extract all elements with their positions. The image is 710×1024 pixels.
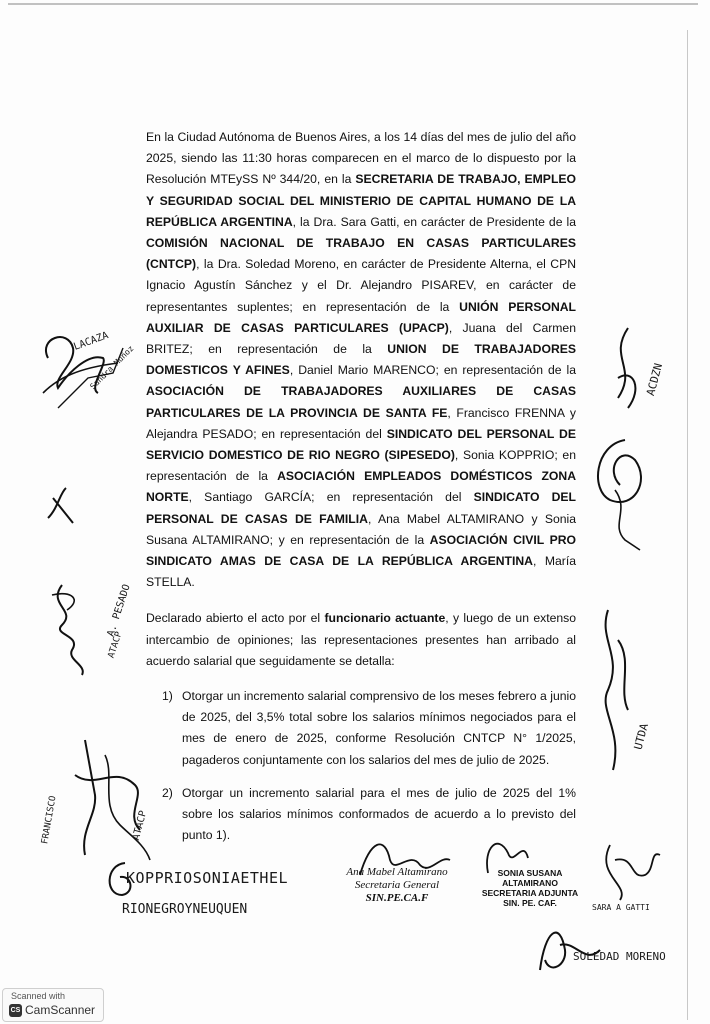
watermark-brand: CamScanner: [25, 1003, 96, 1017]
signature-left-upper: [28, 318, 138, 433]
signature-right-upper: [598, 318, 688, 443]
stamp-ana-name: Ana Mabel Altamirano: [346, 866, 448, 878]
opening-paragraph: En la Ciudad Autónoma de Buenos Aires, a los 14 días del mes de julio del año 2025, siendo las 11:30 horas comparecen en el marco de lo dispuesto por la Resolución MTEySS Nº 344/20, en la SECRETARIA DE TRABAJO, EMPLEO Y SEGURIDAD SOCIAL DEL MINISTERIO DE CAPITAL HUMANO DE LA REPÚBLICA ARGENTINA, la Dra. Sara Gatti, en carácter de Presidente de la COMISIÓN NACIONAL DE TRABAJO EN CASAS PARTICULARES (CNTCP), la Dra. Soledad Moreno, en carácter de Presidente Alterna, el CPN Ignacio Agustín Sánchez y el Dr. Alejandro PISAREV, en carácter de representantes suplentes; en representación de la UNIÓN PERSONAL AUXILIAR DE CASAS PARTICULARES (UPACP), Juana del Carmen BRITEZ; en representación de la UNION DE TRABAJADORES DOMESTICOS Y AFINES, Daniel Mario MARENCO; en representación de la ASOCIACIÓN DE TRABAJADORES AUXILIARES DE CASAS PARTICULARES DE LA PROVINCIA DE SANTA FE, Francisco FRENNA y Alejandra PESADO; en representación del SINDICATO DEL PERSONAL DE SERVICIO DOMESTICO DE RIO NEGRO (SIPESEDO), Sonia KOPPRIO; en representación de la ASOCIACIÓN EMPLEADOS DOMÉSTICOS ZONA NORTE, Santiago GARCÍA; en representación del SINDICATO DEL PERSONAL DE CASAS DE FAMILIA, Ana Mabel ALTAMIRANO y Sonia Susana ALTAMIRANO; y en representación de la ASOCIACIÓN CIVIL PRO SINDICATO AMAS DE CASA DE LA REPÚBLICA ARGENTINA, María STELLA.: [146, 130, 577, 590]
stamp-sonia-role: SECRETARIA ADJUNTA: [481, 888, 579, 898]
signature-right-middle: [588, 600, 678, 805]
stamp-sonia-name: SONIA SUSANA ALTAMIRANO: [497, 868, 563, 888]
stamp-sonia-altamirano: [470, 868, 590, 908]
scan-edge-top: [8, 3, 698, 5]
scan-edge-right: [687, 30, 688, 1020]
camscanner-watermark: [2, 988, 104, 1022]
handwritten-sandra: Sandra Muñoz: [88, 343, 136, 392]
signature-soledad-moreno: [525, 910, 675, 990]
item-text: Otorgar un incremento salarial comprensivo de los meses febrero a junio de 2025, del 3,5% total sobre los salarios mínimos negociados para el mes de enero de 2025, conforme Resolución CNTCP N° 1/2025, pagaderos conjuntamente con los salarios del mes de julio de 2025.: [182, 689, 576, 767]
signature-left-middle: [42, 565, 132, 690]
handwritten-kopprio: KOPPRIOSONIAETHEL: [126, 869, 289, 887]
handwritten-sara: SARA A GATTI: [592, 903, 650, 912]
stamp-ana-org: SIN.PE.CA.F: [365, 892, 429, 904]
watermark-label: Scanned with: [11, 991, 66, 1001]
list-item: [146, 686, 576, 771]
handwritten-soledad: SOLEDAD MORENO: [573, 950, 666, 963]
item-text: Otorgar un incremento salarial para el mes de julio de 2025 del 1% sobre los salarios mínimos conformados de acuerdo a lo previsto del punto 1).: [182, 785, 576, 843]
signature-right-circle: [580, 430, 670, 565]
signature-kopprio: [100, 855, 289, 917]
handwritten-rionegro: RIONEGROYNEUQUEN: [122, 902, 248, 917]
handwritten-pesado: A. PESADO: [105, 583, 133, 638]
second-paragraph: Declarado abierto el acto por el funcionario actuante, y luego de un extenso intercambio de opiniones; las representaciones presentes han arribado al acuerdo salarial que seguidamente se detalla:: [146, 611, 577, 668]
item-number: 1): [162, 689, 173, 704]
stamp-ana-role: Secretaria General: [354, 879, 440, 891]
handwritten-lacaza: LACAZA: [72, 330, 110, 353]
stamp-sonia-org: SIN. PE. CAF.: [503, 898, 557, 908]
handwritten-acdzn: ACDZN: [643, 361, 666, 398]
agreement-items: [146, 686, 576, 846]
signature-left-small: [38, 478, 88, 533]
stamp-ana-altamirano: [337, 866, 457, 905]
handwritten-atacp: ATACP: [106, 630, 125, 660]
handwritten-francisco: FRANCISCO: [40, 795, 59, 845]
camscanner-logo-icon: CS: [9, 1004, 22, 1017]
handwritten-atacp-2: ATACP: [130, 809, 150, 842]
item-number: 2): [162, 785, 173, 800]
agreement-text: [146, 127, 576, 847]
handwritten-utda: UTDA: [631, 722, 651, 751]
signature-sara-gatti: [590, 835, 670, 910]
